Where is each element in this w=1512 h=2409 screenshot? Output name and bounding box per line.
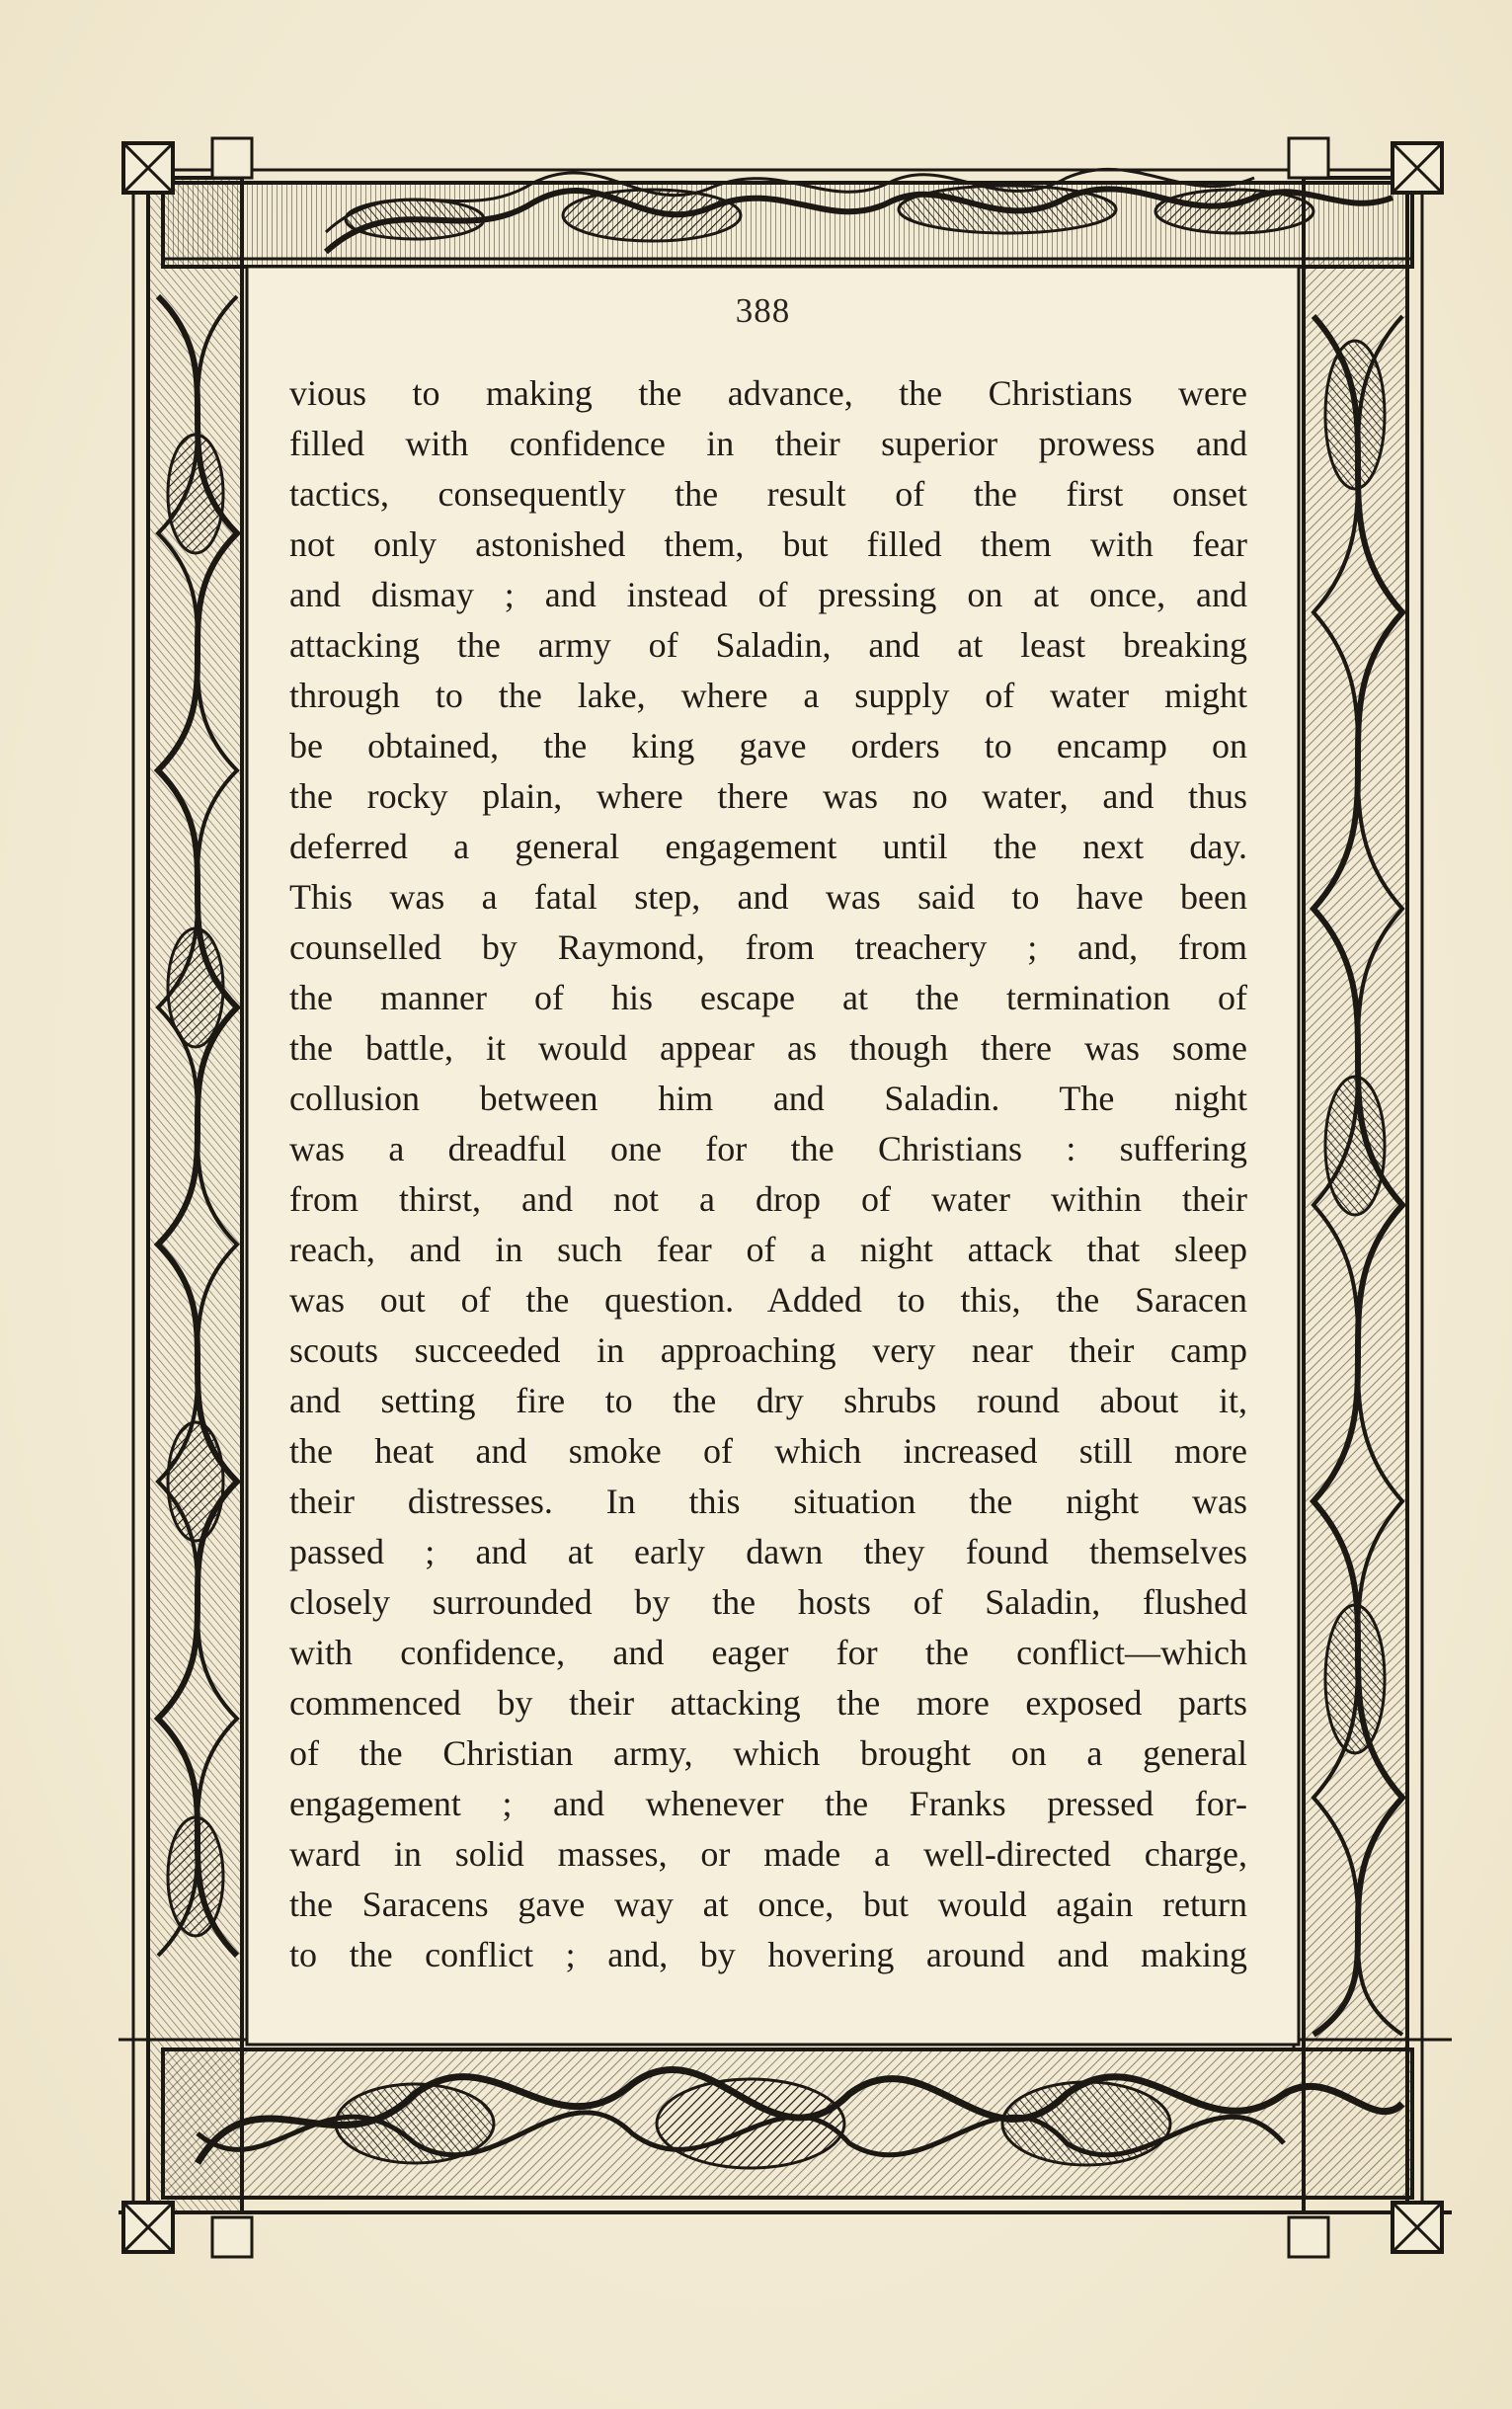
text-line: from thirst, and not a drop of water within their — [289, 1179, 1247, 1219]
text-line: not only astonished them, but filled them with fear — [289, 524, 1247, 564]
right-border — [1294, 158, 1422, 2232]
top-border — [138, 169, 1432, 267]
text-line: through to the lake, where a supply of water might — [289, 676, 1247, 715]
text-line: was out of the question. Added to this, the Saracen — [289, 1280, 1247, 1320]
text-line: engagement ; and whenever the Franks pressed for- — [289, 1784, 1247, 1823]
text-line: passed ; and at early dawn they found themselves — [289, 1532, 1247, 1571]
text-line: collusion between him and Saladin. The night — [289, 1079, 1247, 1118]
text-line: and setting fire to the dry shrubs round about it, — [289, 1381, 1247, 1420]
text-line: commenced by their attacking the more exposed parts — [289, 1683, 1247, 1723]
text-line: reach, and in such fear of a night attack that sleep — [289, 1230, 1247, 1269]
text-line: counselled by Raymond, from treachery ; and, from — [289, 927, 1247, 967]
text-panel — [252, 272, 1294, 2030]
text-line: be obtained, the king gave orders to encamp on — [289, 726, 1247, 765]
text-line: attacking the army of Saladin, and at least breaking — [289, 625, 1247, 665]
text-line: the rocky plain, where there was no water, and thus — [289, 776, 1247, 816]
text-line: filled with confidence in their superior prowess and — [289, 424, 1247, 463]
text-line: This was a fatal step, and was said to have been — [289, 877, 1247, 917]
page-number: 388 — [735, 291, 791, 330]
text-line: ward in solid masses, or made a well-directed charge, — [289, 1834, 1247, 1874]
text-line: the manner of his escape at the termination of — [289, 978, 1247, 1017]
text-line: deferred a general engagement until the next day. — [289, 827, 1247, 866]
text-line: closely surrounded by the hosts of Saladin, flushed — [289, 1582, 1247, 1622]
text-line: the battle, it would appear as though there was some — [289, 1028, 1247, 1068]
text-line: the heat and smoke of which increased still more — [289, 1431, 1247, 1471]
text-line: with confidence, and eager for the conflict—which — [289, 1633, 1247, 1672]
body-text — [289, 368, 1247, 1980]
text-line: scouts succeeded in approaching very near their camp — [289, 1330, 1247, 1370]
text-line: and dismay ; and instead of pressing on at once, and — [289, 575, 1247, 614]
bottom-border — [119, 2040, 1452, 2212]
text-line: of the Christian army, which brought on a general — [289, 1733, 1247, 1773]
text-line: the Saracens gave way at once, but would again return — [289, 1885, 1247, 1924]
text-line: vious to making the advance, the Christians were — [289, 373, 1247, 413]
left-border — [133, 158, 242, 2232]
text-line: their distresses. In this situation the night was — [289, 1482, 1247, 1521]
text-line: tactics, consequently the result of the first onset — [289, 474, 1247, 514]
text-line: was a dreadful one for the Christians : suffering — [289, 1129, 1247, 1168]
text-line: to the conflict ; and, by hovering around and making — [289, 1935, 1247, 1974]
